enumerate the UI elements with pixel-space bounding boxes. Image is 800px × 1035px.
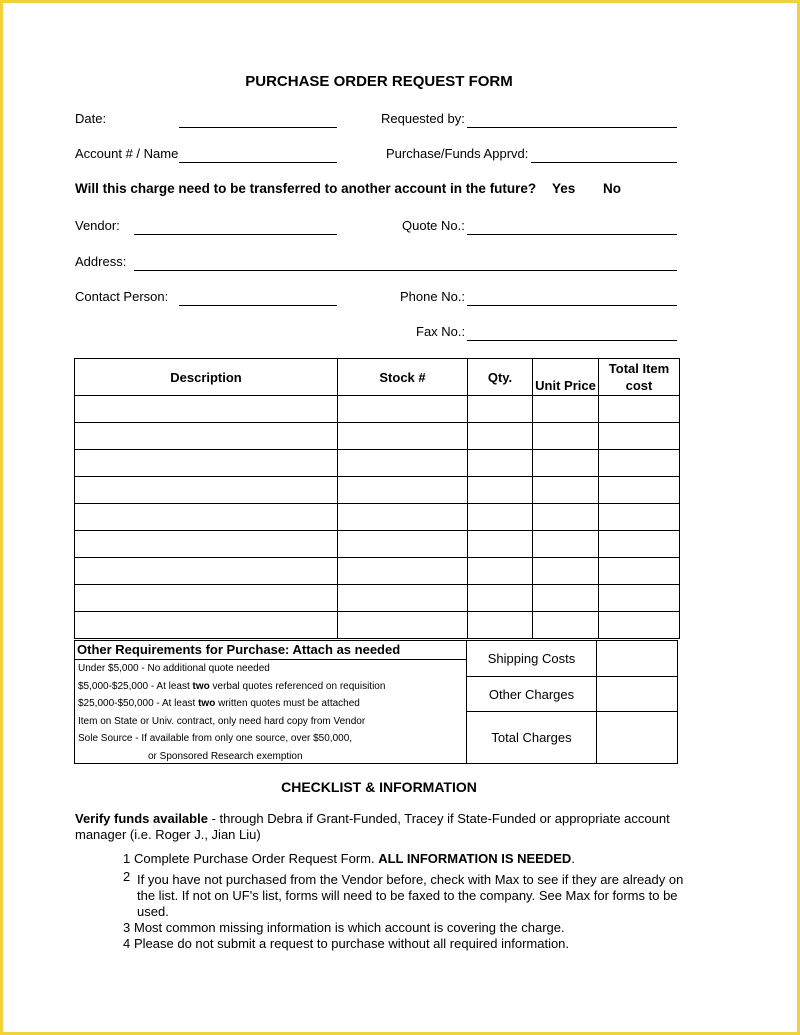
quote-no-field[interactable] xyxy=(467,234,677,235)
shipping-costs-label: Shipping Costs xyxy=(467,641,597,677)
total-charges-field[interactable] xyxy=(597,712,678,764)
unit-price-header: Unit Price xyxy=(533,359,599,396)
qty-cell[interactable] xyxy=(468,585,533,612)
requirement-line: Item on State or Univ. contract, only need hard copy from Vendor xyxy=(78,715,366,727)
total-charges-row xyxy=(467,712,678,764)
requirement-text: $25,000-$50,000 - At least xyxy=(78,698,199,709)
table-row xyxy=(75,558,680,585)
unit-price-cell[interactable] xyxy=(533,585,599,612)
unit-price-cell[interactable] xyxy=(533,477,599,504)
cost-label: cost xyxy=(625,378,653,393)
quote-no-label: Quote No.: xyxy=(402,218,465,233)
requirement-line: or Sponsored Research exemption xyxy=(148,750,303,762)
form-title: PURCHASE ORDER REQUEST FORM xyxy=(245,73,513,90)
qty-cell[interactable] xyxy=(468,531,533,558)
qty-cell[interactable] xyxy=(468,477,533,504)
table-row xyxy=(75,612,680,639)
checklist-item-1 xyxy=(123,851,693,867)
requirement-text: verbal quotes referenced on requisition xyxy=(209,680,386,692)
total-cost-cell[interactable] xyxy=(599,477,680,504)
requirement-bold: two xyxy=(192,680,210,692)
total-cost-cell[interactable] xyxy=(599,423,680,450)
checklist-item-4 xyxy=(123,936,693,952)
date-field[interactable] xyxy=(179,127,337,128)
total-item-label: Total Item xyxy=(608,361,670,376)
items-body xyxy=(75,396,680,639)
requirement-line: Sole Source - If available from only one source, over $50,000, xyxy=(78,733,353,744)
total-cost-cell[interactable] xyxy=(599,612,680,639)
contact-person-label: Contact Person: xyxy=(75,289,169,304)
unit-price-cell[interactable] xyxy=(533,396,599,423)
other-charges-label: Other Charges xyxy=(467,677,597,712)
requirements-title: Other Requirements for Purchase: Attach as needed xyxy=(75,641,466,660)
description-cell[interactable] xyxy=(75,477,338,504)
shipping-row xyxy=(467,641,678,677)
unit-price-cell[interactable] xyxy=(533,450,599,477)
transfer-question-text: Will this charge need to be transferred to another account in the future? xyxy=(75,181,537,196)
stock-cell[interactable] xyxy=(338,450,468,477)
total-cost-cell[interactable] xyxy=(599,558,680,585)
checklist-text: Please do not submit a request to purchase without all required information. xyxy=(134,936,570,951)
description-cell[interactable] xyxy=(75,504,338,531)
checklist-item-2 xyxy=(123,869,693,920)
qty-cell[interactable] xyxy=(468,423,533,450)
description-cell[interactable] xyxy=(75,585,338,612)
requirements-box xyxy=(74,640,467,764)
stock-cell[interactable] xyxy=(338,585,468,612)
requested-by-field[interactable] xyxy=(467,127,677,128)
yes-option[interactable]: Yes xyxy=(551,181,576,196)
requirement-text: written quotes must be attached xyxy=(215,698,360,709)
account-name-label: Account # / Name xyxy=(75,146,179,161)
fax-no-label: Fax No.: xyxy=(416,324,466,339)
table-row xyxy=(75,477,680,504)
verify-funds-bold: Verify funds available xyxy=(75,811,208,826)
total-cost-cell[interactable] xyxy=(599,396,680,423)
stock-header: Stock # xyxy=(338,359,468,396)
total-cost-cell[interactable] xyxy=(599,450,680,477)
checklist-text-bold: ALL INFORMATION IS NEEDED xyxy=(378,851,572,866)
no-option[interactable]: No xyxy=(603,181,621,196)
requirement-line xyxy=(75,695,466,713)
fax-no-field[interactable] xyxy=(467,340,677,341)
description-cell[interactable] xyxy=(75,450,338,477)
requirement-line xyxy=(75,678,466,696)
qty-cell[interactable] xyxy=(468,504,533,531)
shipping-costs-field[interactable] xyxy=(597,641,678,677)
checklist-item-3 xyxy=(123,920,693,936)
total-item-cost-header xyxy=(599,359,680,396)
checklist-text-tail: . xyxy=(571,851,575,866)
stock-cell[interactable] xyxy=(338,531,468,558)
requirement-line: Under $5,000 - No additional quote needed xyxy=(78,663,270,674)
account-name-field[interactable] xyxy=(179,162,337,163)
checklist-number: 4 xyxy=(123,936,131,951)
checklist-number: 2 xyxy=(123,869,131,884)
stock-cell[interactable] xyxy=(338,612,468,639)
table-row xyxy=(75,423,680,450)
total-cost-cell[interactable] xyxy=(599,531,680,558)
description-cell[interactable] xyxy=(75,558,338,585)
qty-cell[interactable] xyxy=(468,558,533,585)
total-charges-label: Total Charges xyxy=(467,712,597,764)
checklist-text-part: Complete Purchase Order Request Form. xyxy=(134,851,379,866)
checklist-number: 3 xyxy=(123,920,131,935)
checklist-text: If you have not purchased from the Vendor before, check with Max to see if they are already on the list. If not on UF's list, forms will need to be faxed to the company. See Max for forms to be used. xyxy=(137,872,684,919)
stock-cell[interactable] xyxy=(338,477,468,504)
total-cost-cell[interactable] xyxy=(599,585,680,612)
checklist-title: CHECKLIST & INFORMATION xyxy=(281,779,477,795)
date-label: Date: xyxy=(75,111,107,126)
unit-price-cell[interactable] xyxy=(533,612,599,639)
vendor-label: Vendor: xyxy=(75,218,120,233)
items-header-row xyxy=(75,359,680,396)
contact-person-field[interactable] xyxy=(179,305,337,306)
charges-table xyxy=(466,640,678,764)
unit-price-cell[interactable] xyxy=(533,504,599,531)
description-cell[interactable] xyxy=(75,531,338,558)
vendor-field[interactable] xyxy=(134,234,337,235)
checklist-text: Most common missing information is which account is covering the charge. xyxy=(134,920,565,935)
checklist-items xyxy=(123,851,693,952)
description-cell[interactable] xyxy=(75,423,338,450)
phone-no-label: Phone No.: xyxy=(400,289,466,304)
phone-no-field[interactable] xyxy=(467,305,677,306)
qty-cell[interactable] xyxy=(468,396,533,423)
purchase-funds-field[interactable] xyxy=(531,162,677,163)
qty-cell[interactable] xyxy=(468,612,533,639)
table-row xyxy=(75,450,680,477)
stock-cell[interactable] xyxy=(338,396,468,423)
checklist-number: 1 xyxy=(123,851,131,866)
unit-price-cell[interactable] xyxy=(533,531,599,558)
table-row xyxy=(75,585,680,612)
stock-cell[interactable] xyxy=(338,504,468,531)
purchase-funds-label: Purchase/Funds Apprvd: xyxy=(386,146,529,161)
requirement-bold: two xyxy=(198,698,216,709)
requested-by-label: Requested by: xyxy=(381,111,465,126)
stock-cell[interactable] xyxy=(338,423,468,450)
qty-header: Qty. xyxy=(468,359,533,396)
unit-price-cell[interactable] xyxy=(533,558,599,585)
verify-funds-text: - through Debra if Grant-Funded, Tracey if State-Funded or appropriate account manager (i.e. Roger J., Jian Liu) xyxy=(75,811,670,842)
table-row xyxy=(75,396,680,423)
unit-price-cell[interactable] xyxy=(533,423,599,450)
checklist-text xyxy=(134,851,693,867)
description-cell[interactable] xyxy=(75,396,338,423)
table-row xyxy=(75,531,680,558)
other-charges-field[interactable] xyxy=(597,677,678,712)
requirement-text: $5,000-$25,000 - At least xyxy=(78,680,193,692)
total-cost-cell[interactable] xyxy=(599,504,680,531)
qty-cell[interactable] xyxy=(468,450,533,477)
items-table xyxy=(74,358,680,639)
address-label: Address: xyxy=(75,254,127,269)
stock-cell[interactable] xyxy=(338,558,468,585)
transfer-question xyxy=(75,181,621,196)
description-header: Description xyxy=(75,359,338,396)
verify-funds-paragraph xyxy=(75,811,690,843)
address-field[interactable] xyxy=(134,270,677,271)
other-charges-row xyxy=(467,677,678,712)
description-cell[interactable] xyxy=(75,612,338,639)
table-row xyxy=(75,504,680,531)
